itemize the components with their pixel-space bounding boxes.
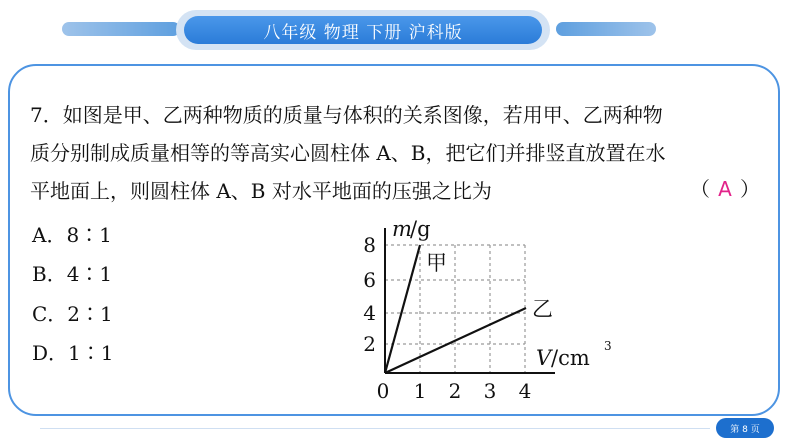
- series-yi-label: 乙: [532, 297, 553, 321]
- option-c: C．2∶1: [32, 302, 113, 326]
- x-tick-0: 0: [376, 379, 390, 403]
- question-line-2: 质分别制成质量相等的等高实心圆柱体 A、B，把它们并排竖直放置在水: [30, 141, 666, 165]
- y-tick-2: 2: [363, 332, 376, 356]
- x-tick-3: 3: [483, 379, 497, 403]
- header-decor-bar-left: [62, 22, 180, 36]
- header-decor-bar-right: [556, 22, 656, 36]
- x-tick-1: 1: [413, 379, 427, 403]
- x-axis-label-exponent: 3: [604, 339, 612, 353]
- y-tick-6: 6: [363, 268, 376, 292]
- question-text: [30, 96, 770, 210]
- header-pill: [176, 10, 550, 50]
- answer-bracket-open: （: [690, 177, 710, 201]
- mass-volume-graph: [330, 210, 630, 405]
- x-tick-4: 4: [518, 379, 532, 403]
- header-title: 八年级 物理 下册 沪科版: [184, 16, 542, 44]
- question-line-1: 7．如图是甲、乙两种物质的质量与体积的关系图像，若用甲、乙两种物: [30, 103, 663, 127]
- series-jia-line: [385, 245, 420, 373]
- y-axis-label-unit: /g: [410, 217, 431, 241]
- x-axis-label-var: V: [536, 346, 552, 370]
- x-tick-2: 2: [448, 379, 462, 403]
- answer-letter: A: [718, 177, 732, 201]
- y-tick-8: 8: [363, 233, 376, 257]
- option-d: D．1∶1: [32, 341, 114, 365]
- answer-bracket: [690, 173, 760, 202]
- option-b: B．4∶1: [32, 262, 113, 286]
- question-line-3: 平地面上，则圆柱体 A、B 对水平地面的压强之比为: [30, 179, 492, 203]
- y-axis-label-var: m: [392, 217, 412, 241]
- footer-line: [40, 428, 710, 429]
- series-jia-label: 甲: [426, 251, 447, 275]
- answer-bracket-close: ）: [740, 177, 760, 201]
- x-axis-label-unit: /cm: [551, 346, 590, 370]
- y-tick-4: 4: [363, 301, 376, 325]
- graph-grid: [385, 245, 525, 373]
- option-a: A．8∶1: [32, 223, 112, 247]
- page-number-badge: 第 8 页: [716, 418, 774, 438]
